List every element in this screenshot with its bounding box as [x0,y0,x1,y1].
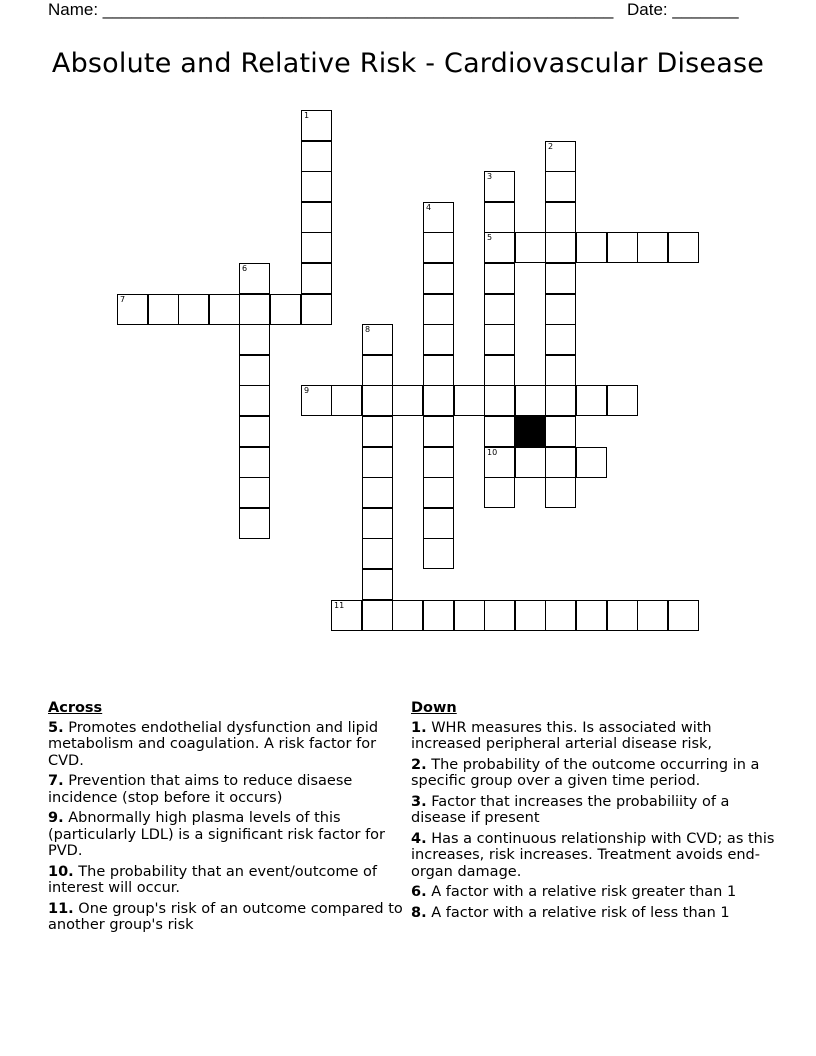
clue-text: Prevention that aims to reduce disaese incidence (stop before it occurs) [48,773,353,806]
crossword-cell[interactable] [545,232,576,263]
crossword-cell[interactable] [331,385,362,416]
crossword-cell[interactable] [392,600,423,631]
clue-number-label: 11 [334,601,345,610]
crossword-cell[interactable] [423,508,454,539]
clue-number-label: 3 [487,172,493,181]
clue-number: 11. [48,900,74,917]
crossword-cell[interactable] [576,600,607,631]
crossword-cell[interactable] [362,355,393,386]
crossword-cell[interactable] [545,385,576,416]
crossword-cell[interactable] [545,447,576,478]
crossword-cell[interactable] [484,477,515,508]
crossword-cell[interactable] [515,232,546,263]
crossword-cell[interactable] [239,508,270,539]
crossword-cell[interactable] [423,294,454,325]
crossword-cell[interactable] [515,447,546,478]
clue-number: 6. [411,884,427,900]
crossword-cell[interactable] [423,538,454,569]
clue-across-9 [48,810,403,860]
crossword-cell[interactable] [545,324,576,355]
clue-number: 1. [411,719,427,736]
clue-across-10 [48,864,403,897]
down-heading: Down [411,700,457,716]
clue-number: 7. [48,773,64,789]
clue-number-label: 1 [304,111,310,120]
crossword-cell[interactable] [545,141,576,172]
clue-text: The probability that an event/outcome of interest will occur. [48,863,377,896]
across-clues [48,700,403,938]
crossword-cell[interactable] [239,477,270,508]
crossword-cell[interactable] [668,600,699,631]
crossword-cell[interactable] [484,355,515,386]
clue-text: One group's risk of an outcome compared to another group's risk [48,900,403,933]
crossword-cell[interactable] [545,171,576,202]
across-heading: Across [48,700,103,716]
crossword-cell[interactable] [545,202,576,233]
crossword-cell[interactable] [484,416,515,447]
clue-number-label: 6 [242,264,248,273]
crossword-cell[interactable] [301,202,332,233]
crossword-cell[interactable] [515,385,546,416]
crossword-cell[interactable] [301,263,332,294]
crossword-cell[interactable] [239,263,270,294]
crossword-cell[interactable] [484,263,515,294]
crossword-cell[interactable] [362,447,393,478]
clue-text: Factor that increases the probabiliity of a disease if present [411,793,730,826]
clue-across-7 [48,773,403,806]
crossword-cell[interactable] [301,110,332,141]
crossword-cell[interactable] [423,600,454,631]
crossword-cell[interactable] [576,447,607,478]
clue-number: 10. [48,863,74,880]
crossword-cell[interactable] [484,324,515,355]
clue-number: 3. [411,793,427,810]
crossword-cell[interactable] [484,600,515,631]
crossword-cell[interactable] [392,385,423,416]
crossword-cell[interactable] [270,294,301,325]
clue-text: A factor with a relative risk of less than 1 [431,904,730,921]
crossword-cell[interactable] [423,477,454,508]
clue-down-4 [411,831,776,881]
crossword-cell[interactable] [239,355,270,386]
clue-text: Promotes endothelial dysfunction and lipid metabolism and coagulation. A risk factor for CVD. [48,719,379,769]
clue-number-label: 5 [487,233,493,242]
crossword-cell[interactable] [362,477,393,508]
crossword-cell[interactable] [454,385,485,416]
crossword-cell[interactable] [362,324,393,355]
crossword-cell[interactable] [607,385,638,416]
clue-number: 5. [48,719,64,736]
down-clues [411,700,776,925]
crossword-cell[interactable] [362,569,393,600]
clue-across-5 [48,720,403,770]
clue-number: 9. [48,810,64,826]
clue-number: 8. [411,904,427,921]
crossword-cell[interactable] [301,232,332,263]
crossword-cell[interactable] [607,600,638,631]
crossword-cell[interactable] [117,294,148,325]
crossword-cell[interactable] [239,294,270,325]
crossword-cell[interactable] [484,447,515,478]
clue-text: Abnormally high plasma levels of this (particularly LDL) is a significant risk factor for PVD. [48,810,386,859]
clue-across-11 [48,901,403,934]
crossword-cell[interactable] [484,171,515,202]
crossword-cell[interactable] [423,447,454,478]
clue-number-label: 10 [487,448,498,457]
crossword-cell[interactable] [239,385,270,416]
name-field-label: Name: ______________________________________________________ [48,0,614,19]
crossword-cell[interactable] [545,355,576,386]
crossword-cell[interactable] [423,232,454,263]
crossword-cell[interactable] [545,294,576,325]
clue-number-label: 9 [304,386,310,395]
clue-text: A factor with a relative risk greater than 1 [431,884,737,900]
crossword-cell[interactable] [545,477,576,508]
crossword-cell[interactable] [423,355,454,386]
crossword-cell[interactable] [362,600,393,631]
crossword-cell[interactable] [484,202,515,233]
page-title: Absolute and Relative Risk - Cardiovascular Disease [51,48,765,79]
clue-number-label: 4 [426,203,432,212]
crossword-cell[interactable] [423,202,454,233]
date-field-label: Date: _______ [627,0,739,19]
crossword-cell[interactable] [423,263,454,294]
crossword-cell[interactable] [423,385,454,416]
crossword-cell[interactable] [637,600,668,631]
crossword-cell[interactable] [362,538,393,569]
crossword-cell[interactable] [301,294,332,325]
crossword-cell[interactable] [301,141,332,172]
crossword-cell[interactable] [423,324,454,355]
clue-number: 2. [411,756,427,773]
crossword-cell[interactable] [301,171,332,202]
crossword-cell[interactable] [239,447,270,478]
clue-text: Has a continuous relationship with CVD; as this increases, risk increases. Treatment avoids end-organ damage. [411,830,775,880]
clue-number-label: 8 [365,325,371,334]
crossword-cell[interactable] [668,232,699,263]
crossword-cell[interactable] [362,508,393,539]
clue-down-8 [411,905,776,922]
crossword-cell[interactable] [515,600,546,631]
crossword-cell[interactable] [484,385,515,416]
crossword-cell[interactable] [362,416,393,447]
crossword-cell[interactable] [423,416,454,447]
crossword-cell[interactable] [239,324,270,355]
clue-number: 4. [411,830,427,847]
crossword-cell[interactable] [209,294,240,325]
crossword-cell[interactable] [545,600,576,631]
crossword-cell[interactable] [545,263,576,294]
crossword-cell[interactable] [576,232,607,263]
crossword-cell[interactable] [454,600,485,631]
crossword-cell[interactable] [301,385,332,416]
crossword-cell[interactable] [362,385,393,416]
crossword-block-cell [515,416,546,447]
crossword-cell[interactable] [148,294,179,325]
crossword-cell[interactable] [545,416,576,447]
clue-text: WHR measures this. Is associated with increased peripheral arterial disease risk, [411,719,713,752]
crossword-cell[interactable] [178,294,209,325]
crossword-cell[interactable] [607,232,638,263]
crossword-cell[interactable] [484,294,515,325]
clue-number-label: 7 [120,295,126,304]
clue-down-2 [411,757,776,790]
crossword-cell[interactable] [576,385,607,416]
crossword-cell[interactable] [484,232,515,263]
clue-down-1 [411,720,776,753]
crossword-cell[interactable] [331,600,362,631]
clue-down-3 [411,794,776,827]
clue-down-6 [411,884,776,901]
clue-text: The probability of the outcome occurring in a specific group over a given time period. [411,756,760,789]
crossword-cell[interactable] [239,416,270,447]
crossword-cell[interactable] [637,232,668,263]
clue-number-label: 2 [548,142,554,151]
